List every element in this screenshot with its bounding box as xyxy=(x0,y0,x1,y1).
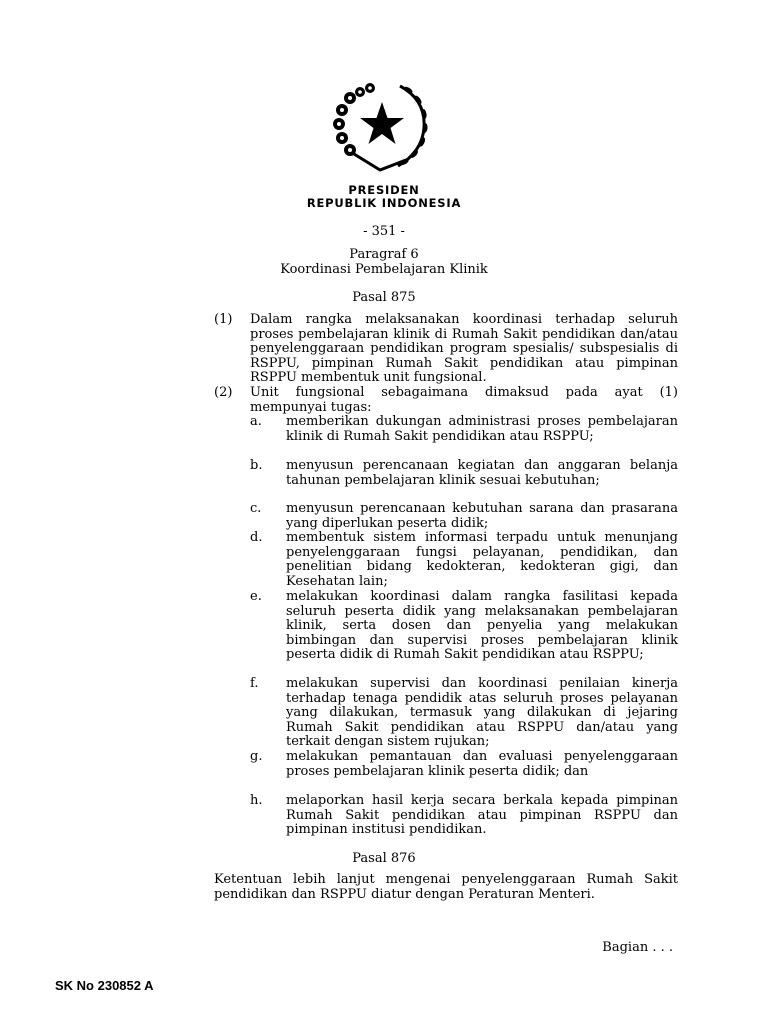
subitem-b-label: b. xyxy=(250,458,263,473)
subitem-f-label: f. xyxy=(250,676,259,691)
ayat-1-text: Dalam rangka melaksanakan koordinasi terhadap seluruh proses pembelajaran klinik di Rumah Sakit pendidikan dan/atau penyelenggaraan pendidikan program spesialis/ subspesialis di RSPPU, pimpinan Rumah Sakit pendidikan atau pimpinan RSPPU membentuk unit fungsional. xyxy=(250,312,678,386)
subitem-g-label: g. xyxy=(250,749,263,764)
footer-code: SK No 230852 A xyxy=(55,978,154,993)
header-title-line2: REPUBLIK INDONESIA xyxy=(306,196,462,210)
section-paragraph: Paragraf 6 xyxy=(349,247,419,262)
subitem-g-text: melakukan pemantauan dan evaluasi penyelenggaraan proses pembelajaran klinik peserta didik; dan xyxy=(286,749,678,779)
subitem-a-label: a. xyxy=(250,414,262,429)
subitem-f-text: melakukan supervisi dan koordinasi penilaian kinerja terhadap tenaga pendidik atas seluruh proses pelayanan yang dilakukan, termasuk yang dilakukan di jejaring Rumah Sakit pendidikan atau RSPPU dan/atau yang terkait dengan sistem rujukan; xyxy=(286,676,678,750)
continuation-text: Bagian . . . xyxy=(602,940,673,955)
subitem-e-label: e. xyxy=(250,589,262,604)
ayat-2-text: Unit fungsional sebagaimana dimaksud pada ayat (1) mempunyai tugas: xyxy=(250,385,678,415)
subitem-d-text: membentuk sistem informasi terpadu untuk menunjang penyelenggaraan fungsi pelayanan, pendidikan, dan penelitian bidang kedokteran, kedokteran gigi, dan Kesehatan lain; xyxy=(286,530,678,589)
pasal-875-heading: Pasal 875 xyxy=(352,290,416,305)
subitem-h-text: melaporkan hasil kerja secara berkala kepada pimpinan Rumah Sakit pendidikan atau pimpinan RSPPU dan pimpinan institusi pendidikan. xyxy=(286,793,678,838)
subitem-a-text: memberikan dukungan administrasi proses pembelajaran klinik di Rumah Sakit pendidikan atau RSPPU; xyxy=(286,414,678,444)
subitem-e-text: melakukan koordinasi dalam rangka fasilitasi kepada seluruh peserta didik yang melaksanakan pembelajaran klinik, serta dosen dan penyelia yang melakukan bimbingan dan supervisi proses pembelajaran klinik peserta didik di Rumah Sakit pendidikan atau RSPPU; xyxy=(286,589,678,663)
subitem-d-label: d. xyxy=(250,530,263,545)
pasal-876-text: Ketentuan lebih lanjut mengenai penyelenggaraan Rumah Sakit pendidikan dan RSPPU diatur dengan Peraturan Menteri. xyxy=(214,872,678,902)
state-emblem-icon xyxy=(330,80,432,172)
subitem-c-label: c. xyxy=(250,501,262,516)
subitem-h-label: h. xyxy=(250,793,263,808)
pasal-876-heading: Pasal 876 xyxy=(352,851,416,866)
subitem-c-text: menyusun perencanaan kebutuhan sarana dan prasarana yang diperlukan peserta didik; xyxy=(286,501,678,531)
subitem-b-text: menyusun perencanaan kegiatan dan anggaran belanja tahunan pembelajaran klinik sesuai kebutuhan; xyxy=(286,458,678,488)
section-title: Koordinasi Pembelajaran Klinik xyxy=(280,262,488,277)
ayat-1-number: (1) xyxy=(214,312,233,327)
header-title-line1: PRESIDEN xyxy=(348,183,420,197)
page-number: - 351 - xyxy=(363,224,405,239)
ayat-2-number: (2) xyxy=(214,385,233,400)
